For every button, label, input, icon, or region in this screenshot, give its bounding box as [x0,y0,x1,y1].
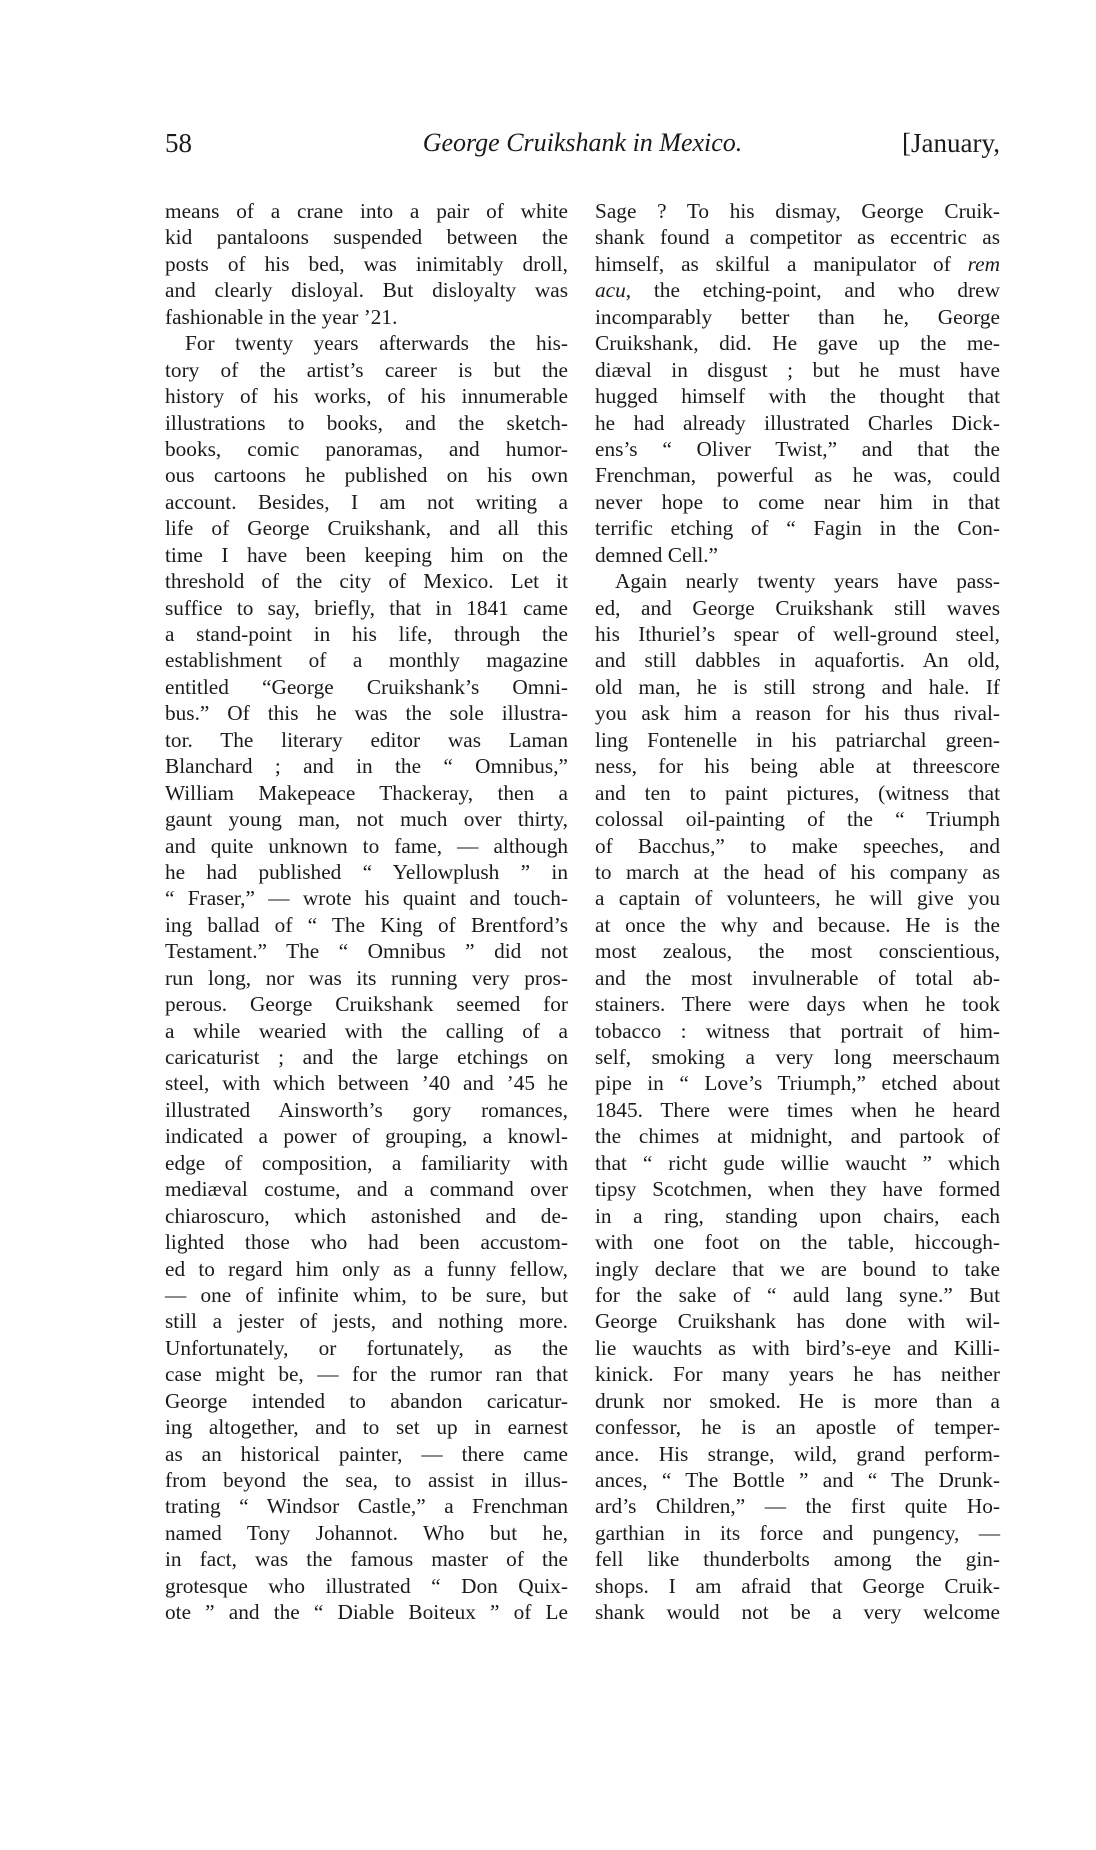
line-text: at once the why and because. He is the [595,912,1000,937]
line-text: demned Cell.” [595,542,719,567]
text-line [595,1441,1000,1467]
text-line [595,1573,1000,1599]
text-line [165,410,568,436]
text-line [165,965,568,991]
line-text: kid pantaloons suspended between the [165,225,568,250]
line-text: perous. George Cruikshank seemed for [165,992,568,1017]
text-line [165,568,568,594]
line-text: “ Fraser,” — wrote his quaint and touch- [165,886,568,911]
line-text: and the most invulnerable of total ab- [595,965,1000,990]
text-line [165,727,568,753]
text-line [165,1441,568,1467]
line-text: time I have been keeping him on the [165,542,568,567]
line-text: stainers. There were days when he took [595,992,1000,1017]
text-line [595,515,1000,541]
line-text: illustrated Ainsworth’s gory romances, [165,1097,568,1122]
line-text: a stand-point in his life, through the [165,622,568,646]
line-text: ens’s “ Oliver Twist,” and that the [595,436,1000,461]
text-line [595,727,1000,753]
text-line [595,1520,1000,1546]
line-text: a captain of volunteers, he will give you [595,886,1000,911]
text-line [595,1388,1000,1414]
text-line [595,859,1000,885]
text-line [165,357,568,383]
running-head [165,128,1000,168]
line-text: Cruikshank, did. He gave up the me- [595,331,1000,356]
italic-text: rem [967,251,1000,276]
line-text: — one of infinite whim, to be sure, but [165,1282,568,1307]
line-text: steel, with which between ’40 and ’45 he [165,1071,568,1096]
line-text: gaunt young man, not much over thirty, [165,807,568,832]
text-line [595,595,1000,621]
line-text: 1845. There were times when he heard [595,1097,1000,1122]
text-line [165,489,568,515]
line-text: mediæval costume, and a command over [165,1177,568,1202]
line-text: lighted those who had been accustom- [165,1230,568,1255]
text-line [595,1414,1000,1440]
line-text: caricaturist ; and the large etchings on [165,1045,568,1069]
text-line [165,1203,568,1229]
line-text: William Makepeace Thackeray, then a [165,780,568,805]
line-text: Blanchard ; and in the “ Omnibus,” [165,754,568,779]
line-text: in fact, was the famous master of the [165,1547,568,1572]
text-line [165,330,568,356]
text-line [165,1097,568,1123]
line-text: life of George Cruikshank, and all this [165,516,568,541]
line-text: he had published “ Yellowplush ” in [165,859,568,884]
line-text: diæval in disgust ; but he must have [595,357,1000,382]
text-line [595,780,1000,806]
text-line [165,1018,568,1044]
text-line [165,1599,568,1625]
line-text: ance. His strange, wild, grand perform- [595,1441,1000,1466]
text-line [165,780,568,806]
text-line [165,1573,568,1599]
right-column [595,198,1000,1626]
line-text: to march at the head of his company as [595,859,1000,884]
line-text: case might be, — for the rumor ran that [165,1362,568,1387]
line-text: ness, for his being able at threescore [595,754,1000,779]
line-text: still a jester of jests, and nothing more. [165,1309,568,1334]
line-text: garthian in its force and pungency, — [595,1520,1000,1545]
text-line [595,674,1000,700]
text-line [165,542,568,568]
left-column [165,198,568,1626]
text-line [595,1467,1000,1493]
text-line [165,674,568,700]
text-line [165,1335,568,1361]
line-text: kinick. For many years he has neither [595,1362,1000,1387]
text-line [165,383,568,409]
text-line [595,965,1000,991]
text-line [165,251,568,277]
text-line [165,912,568,938]
line-text: ed, and George Cruikshank still waves [595,595,1000,620]
text-line [595,436,1000,462]
text-line [595,700,1000,726]
line-text: Testament.” The “ Omnibus ” did not [165,939,568,964]
text-line [595,462,1000,488]
text-line [595,833,1000,859]
line-text: hugged himself with the thought that [595,384,1000,409]
text-line [165,1388,568,1414]
line-text: shank would not be a very welcome [595,1600,1000,1625]
text-line [595,1308,1000,1334]
text-line [165,1256,568,1282]
text-line [595,806,1000,832]
text-line [595,251,1000,277]
line-text: a while wearied with the calling of a [165,1018,568,1043]
line-text: from beyond the sea, to assist in illus- [165,1468,568,1492]
line-text: and still dabbles in aquafortis. An old, [595,648,1000,673]
text-line [595,1546,1000,1572]
line-text: run long, nor was its running very pros- [165,965,568,990]
text-line [165,1361,568,1387]
text-line [165,1467,568,1493]
text-line [165,1123,568,1149]
text-line [165,595,568,621]
line-text: , the etching-point, and who drew [625,278,1000,303]
text-line [165,1044,568,1070]
line-text: Sage ? To his dismay, George Cruik- [595,199,1000,223]
line-text: tobacco : witness that portrait of him- [595,1018,1000,1043]
text-line [165,277,568,303]
text-line [165,198,568,224]
italic-text: acu [595,278,626,303]
text-line [165,462,568,488]
running-title: George Cruikshank in Mexico. [422,128,743,157]
text-line [595,1361,1000,1387]
line-text: For twenty years afterwards the his- [185,331,568,356]
line-text: history of his works, of his innumerable [165,384,568,409]
text-line [595,1493,1000,1519]
text-line [595,1150,1000,1176]
text-line [165,700,568,726]
text-line [595,1097,1000,1123]
text-line [595,885,1000,911]
line-text: incomparably better than he, George [595,304,1000,329]
line-text: named Tony Johannot. Who but he, [165,1520,568,1545]
line-text: books, comic panoramas, and humor- [165,436,568,461]
text-line [165,859,568,885]
text-line [165,806,568,832]
line-text: most zealous, the most conscientious, [595,939,1000,964]
text-line [165,885,568,911]
line-text: shank found a competitor as eccentric as [595,225,1000,250]
text-line [165,1414,568,1440]
line-text: that “ richt gude willie waucht ” which [595,1150,1000,1175]
line-text: suffice to say, briefly, that in 1841 came [165,595,568,620]
text-line [165,1520,568,1546]
line-text: ard’s Children,” — the first quite Ho- [595,1494,1000,1519]
text-line [165,621,568,647]
line-text: his Ithuriel’s spear of well-ground steel, [595,622,1000,646]
line-text: entitled “George Cruikshank’s Omni- [165,674,568,699]
line-text: self, smoking a very long meerschaum [595,1045,1000,1069]
text-line [595,357,1000,383]
text-line [165,1546,568,1572]
line-text: indicated a power of grouping, a knowl- [165,1124,568,1149]
text-line [165,515,568,541]
text-line [595,938,1000,964]
line-text: for the sake of “ auld lang syne.” But [595,1282,1000,1307]
line-text: tory of the artist’s career is but the [165,357,568,382]
line-text: threshold of the city of Mexico. Let it [165,569,568,594]
text-line [595,277,1000,303]
text-line [595,1599,1000,1625]
text-line [595,1203,1000,1229]
line-text: ed to regard him only as a funny fellow, [165,1256,568,1281]
line-text: George intended to abandon caricatur- [165,1388,568,1413]
line-text: shops. I am afraid that George Cruik- [595,1573,1000,1598]
text-line [595,912,1000,938]
text-line [165,647,568,673]
line-text: terrific etching of “ Fagin in the Con- [595,516,1000,541]
text-line [165,436,568,462]
line-text: as an historical painter, — there came [165,1441,568,1466]
text-line [595,224,1000,250]
line-text: with one foot on the table, hiccough- [595,1230,1000,1255]
text-line [595,1044,1000,1070]
text-line [165,833,568,859]
text-line [595,753,1000,779]
text-line [595,1282,1000,1308]
text-line [165,1150,568,1176]
text-line [595,304,1000,330]
line-text: fell like thunderbolts among the gin- [595,1547,1000,1572]
text-line [595,489,1000,515]
text-line [165,991,568,1017]
text-line [595,647,1000,673]
line-text: posts of his bed, was inimitably droll, [165,251,568,276]
text-line [165,1308,568,1334]
line-text: confessor, he is an apostle of temper- [595,1415,1000,1440]
line-text: of Bacchus,” to make speeches, and [595,833,1000,858]
text-line [165,1176,568,1202]
text-line [595,410,1000,436]
line-text: ing altogether, and to set up in earnest [165,1415,568,1440]
text-line [165,938,568,964]
line-text: pipe in “ Love’s Triumph,” etched about [595,1071,1000,1096]
text-line [595,1176,1000,1202]
line-text: account. Besides, I am not writing a [165,489,568,514]
text-line [595,330,1000,356]
text-line [595,1018,1000,1044]
text-line [165,1493,568,1519]
line-text: grotesque who illustrated “ Don Quix- [165,1573,568,1598]
text-line [165,1070,568,1096]
line-text: ote ” and the “ Diable Boiteux ” of Le [165,1600,568,1625]
line-text: Unfortunately, or fortunately, as the [165,1335,568,1360]
line-text: and quite unknown to fame, — although [165,833,568,858]
line-text: he had already illustrated Charles Dick- [595,410,1000,435]
text-line [595,991,1000,1017]
line-text: you ask him a reason for his thus rival- [595,701,1000,726]
line-text: George Cruikshank has done with wil- [595,1309,1000,1334]
line-text: himself, as skilful a manipulator of [595,251,968,276]
line-text: means of a crane into a pair of white [165,199,568,223]
text-line [165,224,568,250]
line-text: old man, he is still strong and hale. If [595,674,1000,699]
line-text: chiaroscuro, which astonished and de- [165,1203,568,1228]
text-line [165,753,568,779]
text-line [595,198,1000,224]
line-text: ling Fontenelle in his patriarchal green- [595,727,1000,752]
line-text: trating “ Windsor Castle,” a Frenchman [165,1494,568,1519]
line-text: ingly declare that we are bound to take [595,1256,1000,1281]
line-text: drunk nor smoked. He is more than a [595,1388,1000,1413]
issue-date: [January, [902,128,1000,158]
text-line [595,383,1000,409]
line-text: fashionable in the year ’21. [165,304,398,329]
line-text: ances, “ The Bottle ” and “ The Drunk- [595,1468,1000,1492]
line-text: never hope to come near him in that [595,489,1000,514]
line-text: illustrations to books, and the sketch- [165,410,568,435]
line-text: the chimes at midnight, and partook of [595,1124,1000,1149]
line-text: Frenchman, powerful as he was, could [595,463,1000,488]
line-text: bus.” Of this he was the sole illustra- [165,701,568,726]
line-text: and clearly disloyal. But disloyalty was [165,278,568,303]
text-line [595,1123,1000,1149]
text-line [595,1256,1000,1282]
line-text: tor. The literary editor was Laman [165,727,568,752]
line-text: ing ballad of “ The King of Brentford’s [165,912,568,937]
line-text: lie wauchts as with bird’s-eye and Killi- [595,1335,1000,1360]
text-line [165,1229,568,1255]
line-text: tipsy Scotchmen, when they have formed [595,1177,1000,1202]
text-line [165,1282,568,1308]
text-line [595,542,1000,568]
line-text: in a ring, standing upon chairs, each [595,1203,1000,1228]
line-text: ous cartoons he published on his own [165,463,568,488]
line-text: edge of composition, a familiarity with [165,1150,568,1175]
line-text: and ten to paint pictures, (witness that [595,780,1000,805]
line-text: establishment of a monthly magazine [165,648,568,673]
text-line [165,304,568,330]
text-line [595,1335,1000,1361]
text-line [595,1229,1000,1255]
page-number: 58 [165,128,192,158]
line-text: Again nearly twenty years have pass- [615,569,1000,594]
text-line [595,621,1000,647]
text-line [595,568,1000,594]
line-text: colossal oil-painting of the “ Triumph [595,807,1000,832]
text-line [595,1070,1000,1096]
